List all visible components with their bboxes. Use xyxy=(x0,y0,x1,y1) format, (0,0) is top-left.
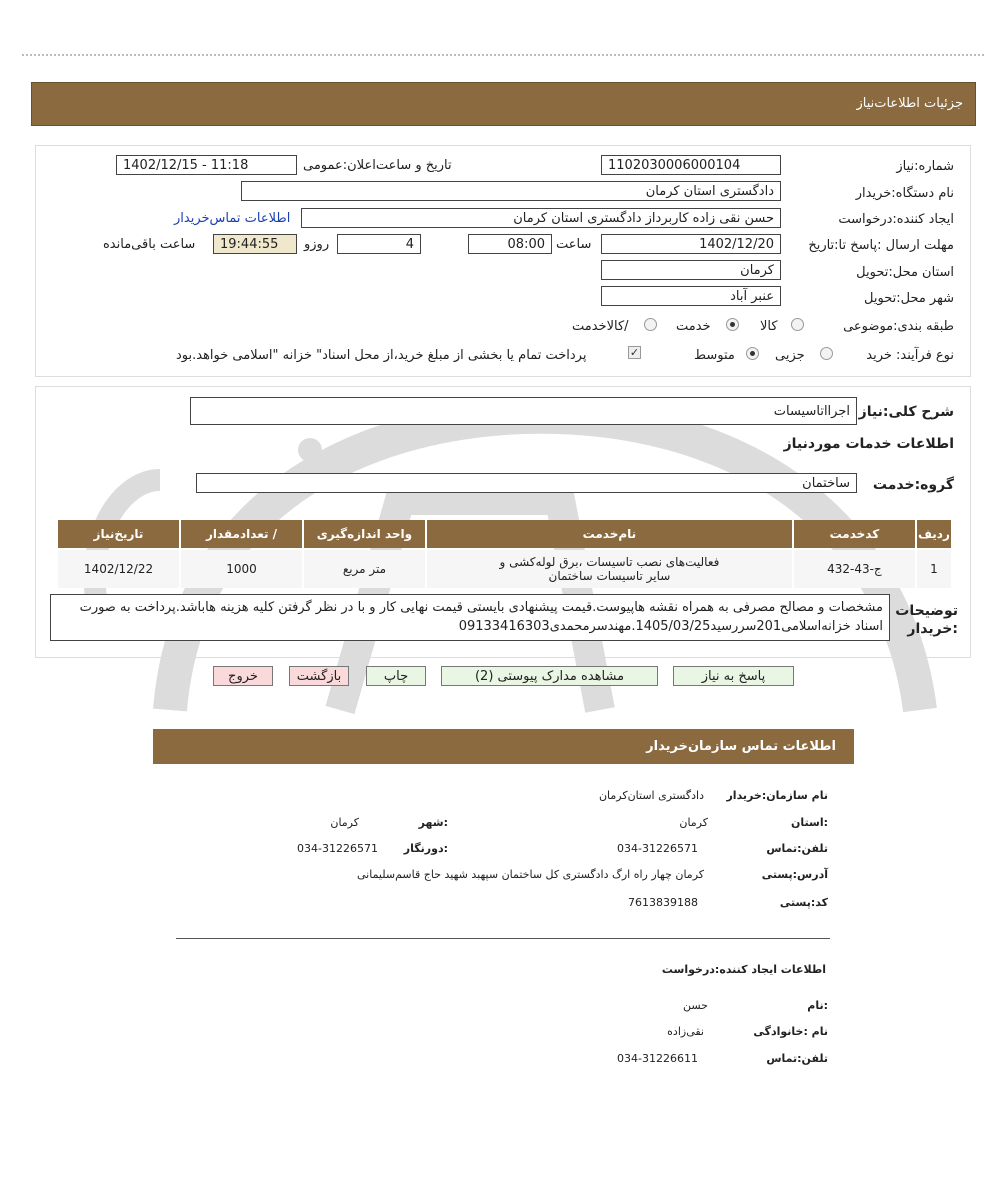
contact-org-label: نام سازمان:خریدار xyxy=(726,789,828,802)
category-option-service: خدمت xyxy=(676,319,711,334)
exit-button[interactable]: خروج xyxy=(213,666,273,686)
group-label: گروه:خدمت xyxy=(872,477,954,493)
contact-province: کرمان xyxy=(679,816,708,829)
category-option-both: /کالاخدمت xyxy=(572,319,629,334)
category-option-goods: کالا xyxy=(760,319,778,334)
creator-name: حسن xyxy=(683,999,708,1012)
group-field: ساختمان xyxy=(196,473,857,493)
process-radio-medium[interactable] xyxy=(746,347,759,360)
payment-checkbox[interactable]: ✓ xyxy=(629,346,640,359)
services-table xyxy=(56,518,953,590)
days-label: روزو xyxy=(304,237,330,252)
process-radio-minor[interactable] xyxy=(820,347,833,360)
cell-name: فعالیت‌های نصب تاسیسات ،برق لوله‌کشی و سایر تاسیسات ساختمان xyxy=(427,550,792,588)
process-option-minor: جزیی xyxy=(775,348,805,363)
contact-org: دادگستری استان‌کرمان xyxy=(598,789,704,802)
process-label: نوع فرآیند: خرید xyxy=(866,348,954,363)
deadline-label: مهلت ارسال :پاسخ تا:تاریخ xyxy=(808,238,954,253)
buyer-org-field: دادگستری استان کرمان xyxy=(241,181,781,201)
col-unit: واحد اندازه‌گیری xyxy=(304,520,425,548)
cell-code: ج-43-432 xyxy=(794,550,915,588)
deadline-time-label: ساعت xyxy=(556,237,592,252)
creator-info-title: اطلاعات ایجاد کننده:درخواست xyxy=(661,963,826,976)
need-number-label: شماره:نیاز xyxy=(896,159,954,174)
cell-row: 1 xyxy=(917,550,951,588)
contact-address: کرمان چهار راه ارگ دادگستری کل ساختمان سپهبد شهید حاج قاسم‌سلیمانی xyxy=(356,868,704,881)
cell-qty: 1000 xyxy=(181,550,302,588)
announce-field: 1402/12/15 - 11:18 xyxy=(116,155,297,175)
buyer-notes-label: توضیحات :خریدار xyxy=(895,603,958,637)
category-radio-goods[interactable] xyxy=(791,318,804,331)
city-label: شهر محل:تحویل xyxy=(864,291,954,306)
category-label: طبقه بندی:موضوعی xyxy=(843,319,954,334)
summary-field: اجرااتاسیسات xyxy=(190,397,857,425)
deadline-date-field: 1402/12/20 xyxy=(601,234,781,254)
services-title: اطلاعات خدمات موردنیاز xyxy=(783,436,954,452)
col-row: ردیف xyxy=(917,520,951,548)
category-radio-both[interactable] xyxy=(644,318,657,331)
remaining-label: ساعت باقی‌مانده xyxy=(103,237,196,252)
col-qty: / تعدادمقدار xyxy=(181,520,302,548)
days-field: 4 xyxy=(337,234,421,254)
contact-divider xyxy=(176,938,830,939)
buyer-org-label: نام دستگاه:خریدار xyxy=(855,186,954,201)
province-field: کرمان xyxy=(601,260,781,280)
contact-province-label: :استان xyxy=(791,816,828,829)
creator-family-label: نام :خانوادگی xyxy=(753,1025,828,1038)
buyer-contact-link[interactable]: اطلاعات تماس‌خریدار xyxy=(174,211,291,226)
contact-phone: 034-31226571 xyxy=(617,842,698,855)
contact-fax: 034-31226571 xyxy=(297,842,378,855)
page-header xyxy=(31,82,976,126)
city-field: عنبر آباد xyxy=(601,286,781,306)
process-option-medium: متوسط xyxy=(694,348,735,363)
col-code: کدخدمت xyxy=(794,520,915,548)
deadline-time-field: 08:00 xyxy=(468,234,552,254)
creator-family: نقی‌زاده xyxy=(667,1025,704,1038)
table-row xyxy=(58,550,951,588)
category-radio-service[interactable] xyxy=(726,318,739,331)
cell-date: 1402/12/22 xyxy=(58,550,179,588)
contact-fax-label: :دورنگار xyxy=(403,842,448,855)
creator-phone: 034-31226611 xyxy=(617,1052,698,1065)
col-date: تاریخ‌نیاز xyxy=(58,520,179,548)
summary-label: شرح کلی:نیاز xyxy=(858,404,954,420)
creator-field: حسن نقی زاده کاربرداز دادگستری استان کرمان xyxy=(301,208,781,228)
contact-title: اطلاعات تماس سازمان‌خریدار xyxy=(646,739,836,754)
need-number-field: 1102030006000104 xyxy=(601,155,781,175)
contact-phone-label: تلفن:تماس xyxy=(766,842,828,855)
contact-postal-label: کد:پستی xyxy=(779,896,828,909)
contact-address-label: آدرس:پستی xyxy=(761,868,828,881)
buyer-notes-field: مشخصات و مصالح مصرفی به همراه نقشه هاپیوست.قیمت پیشنهادی بایستی قیمت نهایی کار و با در نظر گرفتن کلیه هزینه هاباشد.پرداخت به صورت اسناد خزانه‌اسلامی201سررسید1405/03/25.مهندسرمحمدی09133416303 xyxy=(50,594,890,641)
need-info-panel xyxy=(35,145,971,377)
payment-note: پرداخت تمام یا بخشی از مبلغ خرید،از محل اسناد" خزانه "اسلامی خواهد.بود xyxy=(176,348,587,363)
creator-phone-label: تلفن:تماس xyxy=(766,1052,828,1065)
announce-label: تاریخ و ساعت‌اعلان:عمومی xyxy=(303,158,452,173)
cell-unit: متر مربع xyxy=(304,550,425,588)
reply-button[interactable]: پاسخ به نیاز xyxy=(673,666,794,686)
contact-city-label: :شهر xyxy=(418,816,448,829)
creator-label: ایجاد کننده:درخواست xyxy=(838,212,954,227)
creator-name-label: :نام xyxy=(807,999,828,1012)
view-attachments-button[interactable]: مشاهده مدارک پیوستی (2) xyxy=(441,666,658,686)
contact-postal: 7613839188 xyxy=(628,896,698,909)
contact-header xyxy=(153,729,854,764)
remaining-time-field: 19:44:55 xyxy=(213,234,297,254)
back-button[interactable]: بازگشت xyxy=(289,666,349,686)
top-divider xyxy=(22,54,984,56)
page-title: جزئیات اطلاعات‌نیاز xyxy=(856,96,963,111)
contact-city: کرمان xyxy=(330,816,359,829)
col-name: نام‌خدمت xyxy=(427,520,792,548)
province-label: استان محل:تحویل xyxy=(856,265,954,280)
print-button[interactable]: چاپ xyxy=(366,666,426,686)
